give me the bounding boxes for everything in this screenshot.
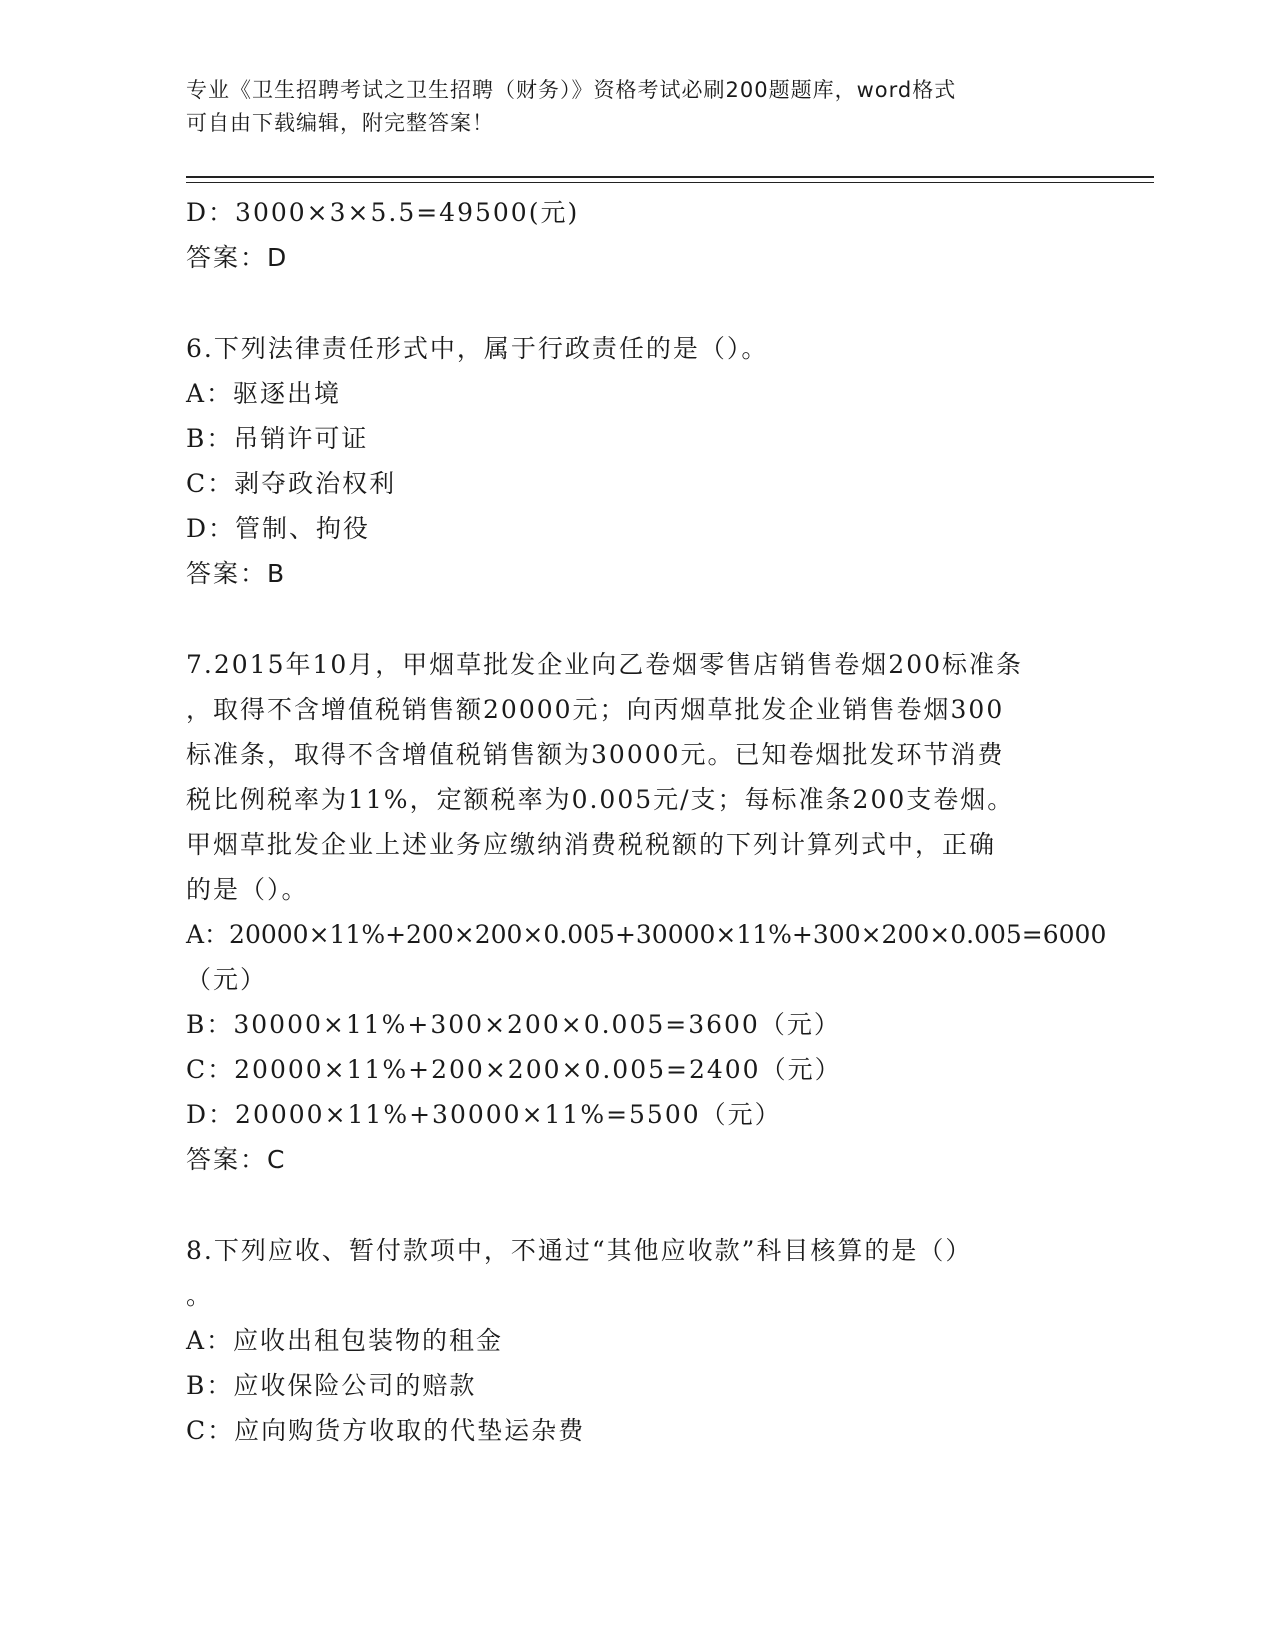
option-d: D：20000×11%+30000×11%=5500（元）: [186, 1100, 782, 1129]
question-8: [186, 1228, 1086, 1453]
option-b: B：30000×11%+300×200×0.005=3600（元）: [186, 1010, 841, 1039]
question-text-line: 标准条，取得不含增值税销售额为30000元。已知卷烟批发环节消费: [186, 740, 1005, 769]
option-a: A：驱逐出境: [186, 379, 342, 408]
header-line-1: 专业《卫生招聘考试之卫生招聘（财务）》资格考试必刷200题题库，word格式: [186, 78, 957, 102]
question-text-line: 甲烟草批发企业上述业务应缴纳消费税税额的下列计算列式中，正确: [186, 830, 997, 859]
question-text-line: 7.2015年10月，甲烟草批发企业向乙卷烟零售店销售卷烟200标准条: [186, 650, 1024, 679]
option-d: D：管制、拘役: [186, 514, 371, 543]
document-body: [186, 190, 1107, 1453]
page-header: [186, 74, 1066, 140]
question-text-line: 税比例税率为11%，定额税率为0.005元/支；每标准条200支卷烟。: [186, 785, 1015, 814]
answer-line: 答案：B: [186, 559, 287, 588]
header-line-2: 可自由下载编辑，附完整答案！: [186, 111, 494, 135]
option-b: B：吊销许可证: [186, 424, 369, 453]
option-a: A：20000×11%+200×200×0.005+30000×11%+300×200×0.005=6000: [186, 920, 1107, 949]
option-b: B：应收保险公司的赔款: [186, 1371, 477, 1400]
question-6: [186, 326, 1086, 596]
header-divider-thick: [186, 176, 1154, 178]
question-text: 6.下列法律责任形式中，属于行政责任的是（）。: [186, 334, 769, 363]
option-a: A：应收出租包装物的租金: [186, 1326, 504, 1355]
option-c: C：20000×11%+200×200×0.005=2400（元）: [186, 1055, 842, 1084]
question-text-line: 的是（）。: [186, 875, 309, 904]
answer-line: 答案：C: [186, 1145, 287, 1174]
answer-line: 答案：D: [186, 243, 289, 272]
option-c: C：应向购货方收取的代垫运杂费: [186, 1416, 586, 1445]
question-text-line: ，取得不含增值税销售额20000元；向丙烟草批发企业销售卷烟300: [186, 695, 1005, 724]
option-d: D：3000×3×5.5=49500(元): [186, 198, 580, 227]
question-text-line: 。: [186, 1281, 214, 1310]
option-a-continuation: （元）: [186, 965, 268, 994]
previous-question-tail: [186, 190, 1086, 280]
question-7: [186, 642, 1107, 1182]
option-c: C：剥夺政治权利: [186, 469, 397, 498]
question-text-line: 8.下列应收、暂付款项中，不通过“其他应收款”科目核算的是（）: [186, 1236, 973, 1265]
header-divider-thin: [186, 182, 1154, 183]
